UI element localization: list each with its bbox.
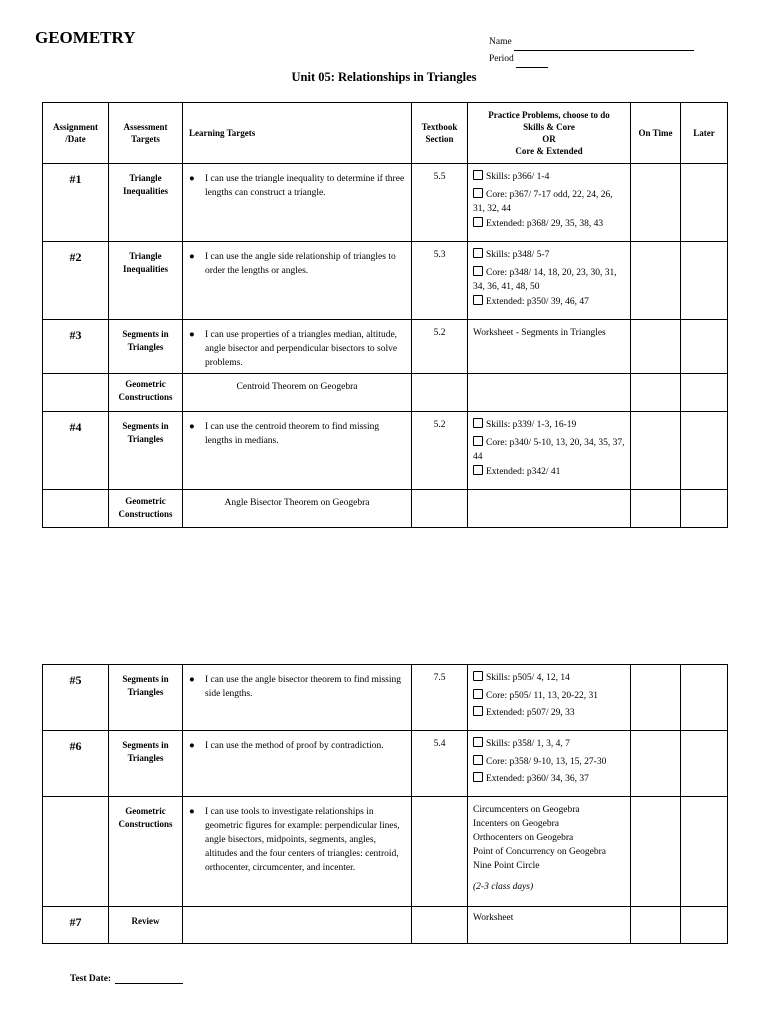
on-time-cell[interactable] [631,374,681,412]
core-option[interactable]: Core: p340/ 5-10, 13, 20, 34, 35, 37, 44 [473,437,625,462]
checkbox-icon[interactable] [473,755,483,765]
practice-problems [468,490,631,528]
practice-header-line: Skills & Core [523,122,575,132]
checkbox-icon[interactable] [473,671,483,681]
checkbox-icon[interactable] [473,689,483,699]
core-option[interactable]: Core: p505/ 11, 13, 20-22, 31 [473,689,626,704]
checkbox-icon[interactable] [473,772,483,782]
assignment-table-top [42,102,728,528]
assessment-target: Segments in Triangles [109,665,183,731]
name-field[interactable] [489,34,694,51]
textbook-section [412,907,468,944]
textbook-section: 5.5 [412,164,468,242]
core-option[interactable]: Core: p348/ 14, 18, 20, 23, 30, 31, 34, 36, 41, 48, 50 [473,267,617,292]
unit-title: Unit 05: Relationships in Triangles [291,70,477,84]
learning-target-text: I can use properties of a triangles median, altitude, angle bisector and perpendicular bisectors to solve problems. [205,330,398,368]
practice-text: Worksheet [473,913,514,923]
subject-title: GEOMETRY [35,28,136,47]
assessment-target: Segments in Triangles [109,320,183,374]
checkbox-icon[interactable] [473,188,483,198]
col-section: Textbook Section [412,103,468,164]
bullet-icon: ● [189,422,195,432]
assignment-number: #7 [43,907,109,944]
skills-option[interactable]: Skills: p366/ 1-4 [473,170,626,185]
extended-option[interactable]: Extended: p507/ 29, 33 [473,706,626,721]
skills-option[interactable]: Skills: p505/ 4, 12, 14 [473,671,626,686]
learning-target: Angle Bisector Theorem on Geogebra [183,490,412,528]
textbook-section: 5.2 [412,320,468,374]
assignment-number [43,490,109,528]
core-option[interactable]: Core: p358/ 9-10, 13, 15, 27-30 [473,755,626,770]
col-assessment: Assessment Targets [109,103,183,164]
checkbox-icon[interactable] [473,706,483,716]
textbook-section [412,797,468,907]
period-field[interactable] [489,51,694,68]
later-cell[interactable] [681,490,728,528]
table-row [43,164,728,242]
learning-target [183,665,412,731]
test-date-label: Test Date: [70,974,112,984]
on-time-cell[interactable] [631,412,681,490]
later-cell[interactable] [681,374,728,412]
learning-target [183,242,412,320]
learning-target [183,412,412,490]
on-time-cell[interactable] [631,320,681,374]
later-cell[interactable] [681,797,728,907]
skills-option[interactable]: Skills: p358/ 1, 3, 4, 7 [473,737,626,752]
col-practice [468,103,631,164]
activity-item: Circumcenters on Geogebra [473,805,580,815]
textbook-section: 7.5 [412,665,468,731]
skills-option[interactable]: Skills: p348/ 5-7 [473,248,626,263]
period-label: Period [489,54,514,64]
practice-header-line: Practice Problems, choose to do [488,110,610,120]
learning-target-text: I can use the method of proof by contradiction. [205,741,384,751]
activity-item: Orthocenters on Geogebra [473,833,574,843]
bullet-icon: ● [189,807,195,817]
learning-target-text: I can use tools to investigate relationships in geometric figures for example: perpendicular lines, angle bisectors, midpoints, segments, angles, altitudes and the four centers of triangles: centroid, orthocenter, circumcenter, and incenter. [205,807,400,873]
assignment-table-bottom [42,664,728,944]
assessment-target: Review [109,907,183,944]
textbook-section [412,490,468,528]
bullet-icon: ● [189,675,195,685]
later-cell[interactable] [681,412,728,490]
skills-option[interactable]: Skills: p339/ 1-3, 16-19 [473,418,626,433]
assessment-target: Triangle Inequalities [109,242,183,320]
textbook-section [412,374,468,412]
assignment-number: #3 [43,320,109,374]
learning-target-text: I can use the angle side relationship of triangles to order the lengths or angles. [205,252,396,276]
table-row [43,665,728,731]
practice-problems [468,374,631,412]
col-on-time: On Time [631,103,681,164]
table-row [43,242,728,320]
table-row [43,490,728,528]
learning-target [183,907,412,944]
bullet-icon: ● [189,741,195,751]
col-learning: Learning Targets [183,103,412,164]
extended-option[interactable]: Extended: p360/ 34, 36, 37 [473,772,626,787]
assessment-target: Segments in Triangles [109,412,183,490]
textbook-section: 5.3 [412,242,468,320]
practice-problems [468,731,631,797]
on-time-cell[interactable] [631,907,681,944]
learning-target-text: I can use the triangle inequality to determine if three lengths can construct a triangle. [205,174,405,198]
textbook-section: 5.2 [412,412,468,490]
assessment-target: Geometric Constructions [109,797,183,907]
name-label: Name [489,37,512,47]
test-date-field[interactable] [70,974,183,984]
learning-target: Centroid Theorem on Geogebra [183,374,412,412]
extended-option[interactable]: Extended: p350/ 39, 46, 47 [473,295,626,310]
bullet-icon: ● [189,330,195,340]
assignment-number: #6 [43,731,109,797]
learning-target [183,797,412,907]
on-time-cell[interactable] [631,164,681,242]
practice-problems [468,320,631,374]
on-time-cell[interactable] [631,797,681,907]
checkbox-icon[interactable] [473,266,483,276]
checkbox-icon[interactable] [473,418,483,428]
later-cell[interactable] [681,731,728,797]
on-time-cell[interactable] [631,665,681,731]
col-later: Later [681,103,728,164]
later-cell[interactable] [681,164,728,242]
assessment-target: Geometric Constructions [109,490,183,528]
practice-problems [468,797,631,907]
col-assignment: Assignment /Date [43,103,109,164]
table-row [43,907,728,944]
practice-text: Worksheet - Segments in Triangles [473,328,606,338]
duration-note: (2-3 class days) [473,882,534,892]
table-row [43,797,728,907]
checkbox-icon[interactable] [473,295,483,305]
checkbox-icon[interactable] [473,217,483,227]
later-cell[interactable] [681,242,728,320]
later-cell[interactable] [681,665,728,731]
checkbox-icon[interactable] [473,465,483,475]
practice-header-line: OR [542,134,556,144]
activity-item: Nine Point Circle [473,861,540,871]
bullet-icon: ● [189,252,195,262]
assignment-number: #5 [43,665,109,731]
textbook-section: 5.4 [412,731,468,797]
practice-problems [468,665,631,731]
assessment-target: Segments in Triangles [109,731,183,797]
checkbox-icon[interactable] [473,170,483,180]
header-row [43,103,728,164]
assignment-number: #4 [43,412,109,490]
on-time-cell[interactable] [631,731,681,797]
table-row [43,412,728,490]
checkbox-icon[interactable] [473,737,483,747]
assessment-target: Triangle Inequalities [109,164,183,242]
practice-problems [468,164,631,242]
student-info [489,34,694,68]
assignment-number: #1 [43,164,109,242]
extended-option[interactable]: Extended: p368/ 29, 35, 38, 43 [473,217,626,232]
assignment-number [43,797,109,907]
practice-problems [468,907,631,944]
practice-problems [468,242,631,320]
table-row [43,731,728,797]
table-row [43,320,728,374]
learning-target-text: I can use the centroid theorem to find missing lengths in medians. [205,422,380,446]
learning-target-text: I can use the angle bisector theorem to find missing side lengths. [205,675,402,699]
on-time-cell[interactable] [631,490,681,528]
later-cell[interactable] [681,320,728,374]
activity-item: Incenters on Geogebra [473,819,559,829]
extended-option[interactable]: Extended: p342/ 41 [473,465,626,480]
learning-target [183,731,412,797]
learning-target [183,164,412,242]
bullet-icon: ● [189,174,195,184]
practice-problems [468,412,631,490]
learning-target [183,320,412,374]
table-row [43,374,728,412]
on-time-cell[interactable] [631,242,681,320]
checkbox-icon[interactable] [473,248,483,258]
checkbox-icon[interactable] [473,436,483,446]
activity-item: Point of Concurrency on Geogebra [473,847,606,857]
assignment-number: #2 [43,242,109,320]
assessment-target: Geometric Constructions [109,374,183,412]
later-cell[interactable] [681,907,728,944]
core-option[interactable]: Core: p367/ 7-17 odd, 22, 24, 26, 31, 32, 44 [473,189,613,214]
assignment-number [43,374,109,412]
practice-header-line: Core & Extended [515,146,583,156]
